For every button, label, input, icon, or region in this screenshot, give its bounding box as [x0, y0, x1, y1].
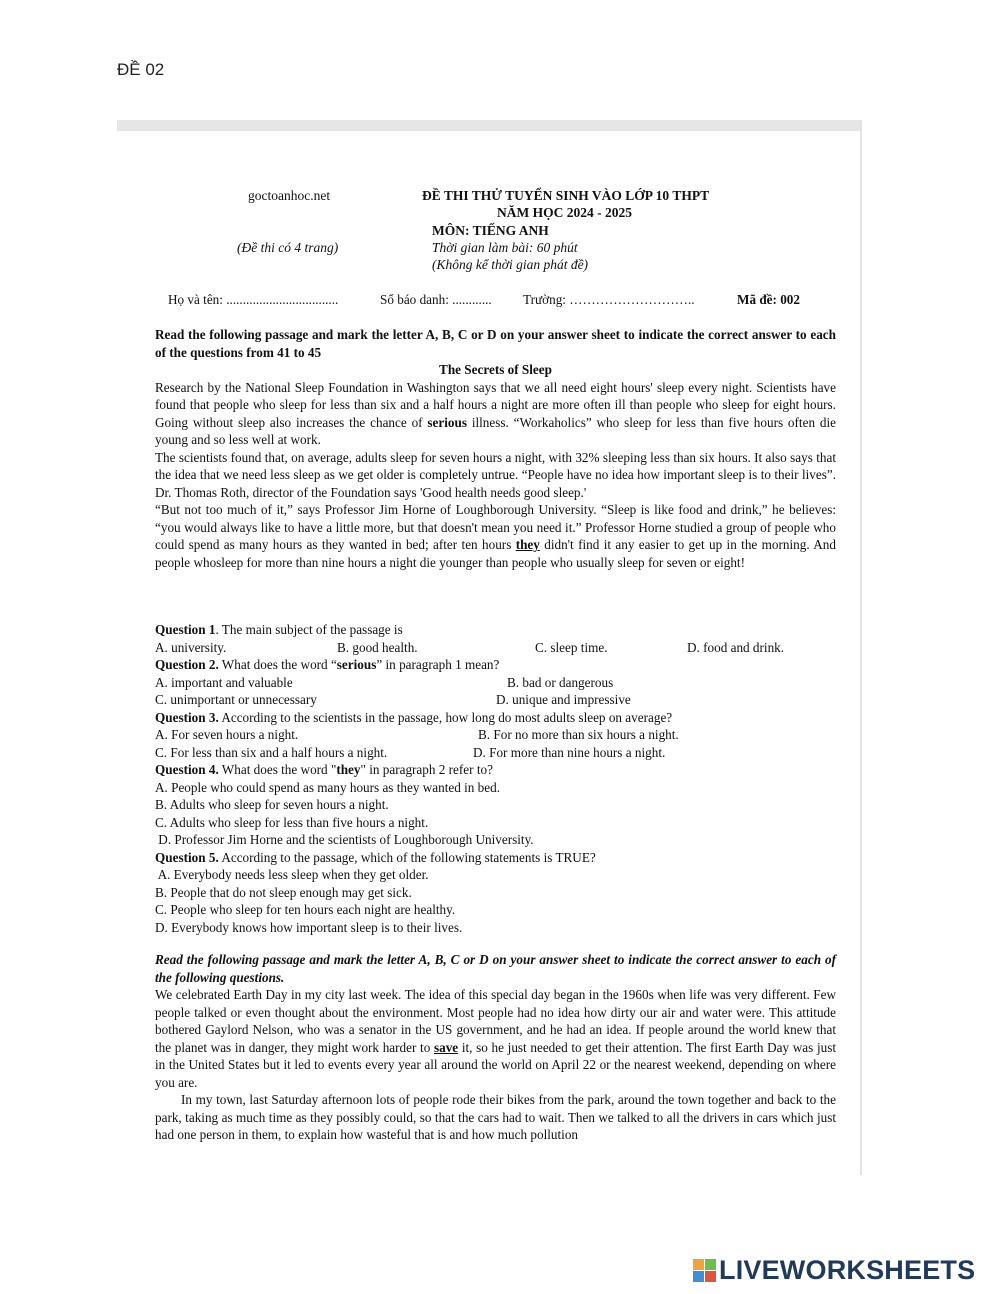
q4-option-b[interactable]: B. Adults who sleep for seven hours a night. [155, 797, 389, 812]
passage1-paragraph2: The scientists found that, on average, adults sleep for seven hours a night, with 32% sleeping less than six hours. It also says that the idea that we need less sleep as we get older is completely untrue. “People have no idea how important sleep is to their lives”. Dr. Thomas Roth, director of the Foundation says 'Good health needs good sleep.' [155, 449, 836, 500]
keyword-save: save [433, 1039, 459, 1055]
question-1: Question 1. The main subject of the passage is A. university. B. good health. C. sleep time. D. food and drink. [155, 622, 785, 655]
section1-instruction: Read the following passage and mark the letter A, B, C or D on your answer sheet to indicate the correct answer to each of the questions from 41 to 45 [155, 327, 836, 360]
document-right-border [860, 120, 862, 1175]
keyword-they: they [515, 537, 540, 552]
passage1-title: The Secrets of Sleep [439, 362, 552, 377]
header-time-note: (Không kể thời gian phát đề) [432, 257, 589, 272]
passage2-paragraph2: In my town, last Saturday afternoon lots of people rode their bikes from the park, around the town together and back to the park, taking as much time as they possibly could, so that the cars had to wait. Then we talked to all the drivers in cars which just had one person in them, to explain how wasteful that is and how much pollution [155, 1092, 836, 1142]
liveworksheets-logo-icon [693, 1259, 716, 1282]
question-5: Question 5. According to the passage, which of the following statements is TRUE? A. Everybody needs less sleep when they get older. B. People that do not sleep enough may get sick. C. People who sleep for ten hours each night are healthy. D. Everybody knows how important sleep is to their lives. [155, 849, 836, 937]
header-title-line1: ĐỀ THI THỬ TUYỂN SINH VÀO LỚP 10 THPT [422, 188, 710, 203]
info-name: Họ và tên: .................................. [168, 292, 339, 307]
keyword-serious: serious [427, 414, 467, 430]
logo-square-2 [705, 1259, 716, 1270]
liveworksheets-wordmark: LIVEWORKSHEETS [719, 1254, 976, 1285]
q5-option-a[interactable]: A. Everybody needs less sleep when they get older. [155, 867, 429, 882]
info-code: Mã đề: 002 [737, 292, 800, 307]
question-3: Question 3. According to the scientists in the passage, how long do most adults sleep on average? A. For seven hours a night. B. For no more than six hours a night. C. For less than six and a half hours a night. D. For more than nine hours a night. [155, 709, 679, 760]
section1 [155, 326, 836, 571]
q5-option-c[interactable]: C. People who sleep for ten hours each night are healthy. [155, 902, 456, 917]
q5-option-b[interactable]: B. People that do not sleep enough may get sick. [155, 884, 412, 900]
header-pages-note: (Đề thi có 4 trang) [237, 240, 339, 255]
section2-instruction: Read the following passage and mark the letter A, B, C or D on your answer sheet to indicate the correct answer to each of the following questions. [155, 952, 836, 985]
q2-option-c[interactable]: C. unimportant or unnecessary [155, 692, 317, 707]
question-4: Question 4. What does the word "they" in paragraph 2 refer to? A. People who could spend as many hours as they wanted in bed. B. Adults who sleep for seven hours a night. C. Adults who sleep for less than five hours a night. D. Professor Jim Horne and the scientists of Loughborough University. [155, 761, 836, 849]
logo-square-3 [693, 1271, 704, 1282]
question-2: Question 2. What does the word “serious” in paragraph 1 mean? A. important and valuable B. bad or dangerous C. unimportant or unnecessary D. unique and impressive [155, 657, 631, 707]
passage1-paragraph3: “But not too much of it,” says Professor Jim Horne of Loughborough University. “Sleep is like food and drink,” he believes: “you would always like to have a little more, but that doesn't mean you need it.” Professor Horne studied a group of people who could spend as many hours as they wanted in bed; after ten hours they didn't find it any easier to get up in the morning. And people whosleep for more than nine hours a night die younger than people who usually sleep for seven or eight! [155, 502, 836, 570]
q3-option-c[interactable]: C. For less than six and a half hours a night. [155, 744, 388, 760]
page-label: ĐỀ 02 [117, 60, 165, 79]
header-subject: MÔN: TIẾNG ANH [432, 223, 549, 238]
q4-option-c[interactable]: C. Adults who sleep for less than five hours a night. [155, 814, 429, 830]
q2-option-a[interactable]: A. important and valuable [155, 674, 293, 690]
passage2-paragraph1: We celebrated Earth Day in my city last week. The idea of this special day began in the 1960s when life was very different. Few people talked or even thought about the environment. Most people had no idea how dirty our air and water were. This attitude bothered Gaylord Nelson, who was a senator in the US government, and he had an idea. If people around the world knew that the planet was in danger, they might work harder to save it, so he just needed to get their attention. The first Earth Day was just in the United States but it led to events every year all around the world on April 22 or the nearest weekend, depending on where you are. [155, 987, 837, 1090]
header-title-line2: NĂM HỌC 2024 - 2025 [497, 205, 632, 220]
q3-option-d[interactable]: D. For more than nine hours a night. [473, 744, 666, 760]
questions-block [155, 621, 836, 936]
q5-option-d[interactable]: D. Everybody knows how important sleep is to their lives. [155, 919, 463, 935]
q3-option-a[interactable]: A. For seven hours a night. [155, 727, 299, 742]
passage1-paragraph1: Research by the National Sleep Foundation in Washington says that we all need eight hours' sleep every night. Scientists have found that people who sleep for less than six and a half hours a night are more often ill than people who sleep for eight hours. Going without sleep also increases the chance of serious illness. “Workaholics” who sleep for less than five hours often die young and so less well at work. [155, 379, 836, 447]
document-top-border [117, 120, 862, 131]
header-time: Thời gian làm bài: 60 phút [432, 240, 578, 255]
liveworksheets-logo[interactable] [693, 1255, 975, 1285]
logo-square-1 [693, 1259, 704, 1270]
info-id: Số báo danh: ............ [380, 292, 492, 307]
logo-square-4 [705, 1271, 716, 1282]
q1-option-a[interactable]: A. university. [155, 639, 227, 655]
q1-option-b[interactable]: B. good health. [337, 639, 418, 655]
q4-option-a[interactable]: A. People who could spend as many hours as they wanted in bed. [155, 779, 501, 795]
info-school: Trường: ……………………….. [523, 292, 695, 307]
header-site: goctoanhoc.net [248, 188, 331, 203]
q4-option-d[interactable]: D. Professor Jim Horne and the scientists of Loughborough University. [155, 832, 534, 847]
q3-option-b[interactable]: B. For no more than six hours a night. [478, 727, 679, 742]
q2-option-d[interactable]: D. unique and impressive [496, 692, 631, 707]
q2-option-b[interactable]: B. bad or dangerous [507, 674, 614, 690]
q1-option-d[interactable]: D. food and drink. [687, 639, 785, 655]
q1-option-c[interactable]: C. sleep time. [535, 639, 608, 655]
section2 [155, 951, 836, 1144]
